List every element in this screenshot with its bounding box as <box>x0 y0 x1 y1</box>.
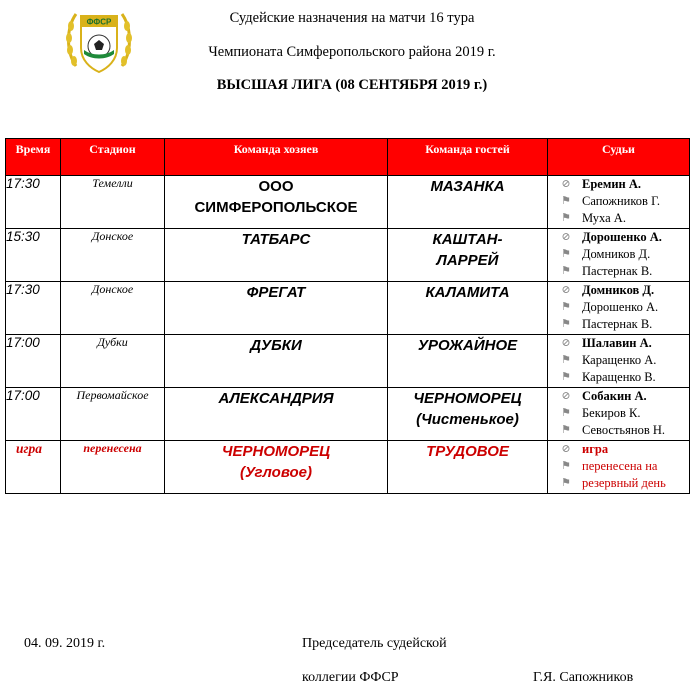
league-title: ВЫСШАЯ ЛИГА (08 СЕНТЯБРЯ 2019 г.) <box>216 77 488 93</box>
flag-icon: ⚑ <box>561 265 571 277</box>
time-cell: игра <box>6 441 61 494</box>
assistant-referee: Сапожников Г. <box>582 194 661 208</box>
table-header-row <box>6 139 690 176</box>
flag-icon: ⚑ <box>561 407 571 419</box>
col-header-time: Время <box>6 139 61 176</box>
assistant-referee: Муха А. <box>582 211 626 225</box>
home-team-cell: ДУБКИ <box>165 335 388 388</box>
away-team-cell: КАЛАМИТА <box>388 282 548 335</box>
table-row <box>6 176 690 229</box>
assistant-referee: Каращенко А. <box>582 353 657 367</box>
home-team-cell: ТАТБАРС <box>165 229 388 282</box>
assistant-referee: Пастернак В. <box>582 264 653 278</box>
assistant-referee: Бекиров К. <box>582 406 641 420</box>
assistant-referee: Севостьянов Н. <box>582 423 665 437</box>
flag-icon: ⚑ <box>561 318 571 330</box>
col-header-stadium: Стадион <box>61 139 165 176</box>
home-team-cell: АЛЕКСАНДРИЯ <box>165 388 388 441</box>
assistant-referee: Домников Д. <box>582 247 651 261</box>
referees-cell <box>548 441 690 494</box>
chairman-title-line-2: коллегии ФФСР <box>302 670 399 685</box>
home-team-cell: ФРЕГАТ <box>165 282 388 335</box>
flag-icon: ⚑ <box>561 460 571 472</box>
flag-icon: ⚑ <box>561 212 571 224</box>
referees-cell <box>548 176 690 229</box>
away-team-cell <box>388 388 548 441</box>
flag-icon: ⚑ <box>561 354 571 366</box>
flag-icon: ⚑ <box>561 477 571 489</box>
home-team-cell <box>165 441 388 494</box>
flag-icon: ⚑ <box>561 371 571 383</box>
stadium-cell: перенесена <box>61 441 165 494</box>
flag-icon: ⚑ <box>561 195 571 207</box>
time-cell: 17:00 <box>6 388 61 441</box>
header-line-2: Чемпионата Симферопольского района 2019 г. <box>208 44 496 60</box>
away-team-cell: КАШТАН-ЛАРРЕЙ <box>388 229 548 282</box>
time-cell: 17:30 <box>6 282 61 335</box>
away-team-locality: (Чистенькое) <box>416 411 519 428</box>
svg-text:ФФСР: ФФСР <box>86 17 112 27</box>
time-cell: 15:30 <box>6 229 61 282</box>
table-row <box>6 229 690 282</box>
away-team-name: ЧЕРНОМОРЕЦ <box>413 390 522 407</box>
referees-cell <box>548 335 690 388</box>
schedule-table <box>5 138 690 494</box>
postponed-note: резервный день <box>582 476 666 490</box>
home-team-cell: ООО СИМФЕРОПОЛЬСКОЕ <box>165 176 388 229</box>
away-team-cell: УРОЖАЙНОЕ <box>388 335 548 388</box>
referees-cell <box>548 229 690 282</box>
col-header-home: Команда хозяев <box>165 139 388 176</box>
col-header-away: Команда гостей <box>388 139 548 176</box>
away-team-cell: ТРУДОВОЕ <box>388 441 548 494</box>
table-row <box>6 282 690 335</box>
home-team-locality: (Угловое) <box>239 464 313 481</box>
home-team-name: ЧЕРНОМОРЕЦ <box>221 443 331 460</box>
whistle-icon: ⊘ <box>561 337 571 349</box>
main-referee: Шалавин А. <box>582 336 652 350</box>
table-row <box>6 388 690 441</box>
flag-icon: ⚑ <box>561 248 571 260</box>
postponed-note: игра <box>582 442 609 456</box>
main-referee: Домников Д. <box>582 283 655 297</box>
referees-cell <box>548 282 690 335</box>
main-referee: Собакин А. <box>582 389 647 403</box>
stadium-cell: Донское <box>61 282 165 335</box>
time-cell: 17:00 <box>6 335 61 388</box>
time-cell: 17:30 <box>6 176 61 229</box>
flag-icon: ⚑ <box>561 424 571 436</box>
main-referee: Еремин А. <box>582 177 642 191</box>
whistle-icon: ⊘ <box>561 284 571 296</box>
col-header-referees: Судьи <box>548 139 690 176</box>
flag-icon: ⚑ <box>561 301 571 313</box>
stadium-cell: Дубки <box>61 335 165 388</box>
referees-cell <box>548 388 690 441</box>
table-row <box>6 335 690 388</box>
document-date: 04. 09. 2019 г. <box>24 636 106 651</box>
whistle-icon: ⊘ <box>561 443 571 455</box>
main-referee: Дорошенко А. <box>582 230 662 244</box>
assistant-referee: Каращенко В. <box>582 370 656 384</box>
assistant-referee: Пастернак В. <box>582 317 653 331</box>
whistle-icon: ⊘ <box>561 390 571 402</box>
postponed-note: перенесена на <box>582 459 658 473</box>
stadium-cell: Донское <box>61 229 165 282</box>
stadium-cell: Темелли <box>61 176 165 229</box>
signature-name: Г.Я. Сапожников <box>533 670 634 685</box>
whistle-icon: ⊘ <box>561 231 571 243</box>
assistant-referee: Дорошенко А. <box>582 300 659 314</box>
away-team-cell: МАЗАНКА <box>388 176 548 229</box>
table-row-postponed <box>6 441 690 494</box>
chairman-title-line-1: Председатель судейской <box>302 636 447 651</box>
whistle-icon: ⊘ <box>561 178 571 190</box>
header-line-1: Судейские назначения на матчи 16 тура <box>229 10 475 26</box>
stadium-cell: Первомайское <box>61 388 165 441</box>
